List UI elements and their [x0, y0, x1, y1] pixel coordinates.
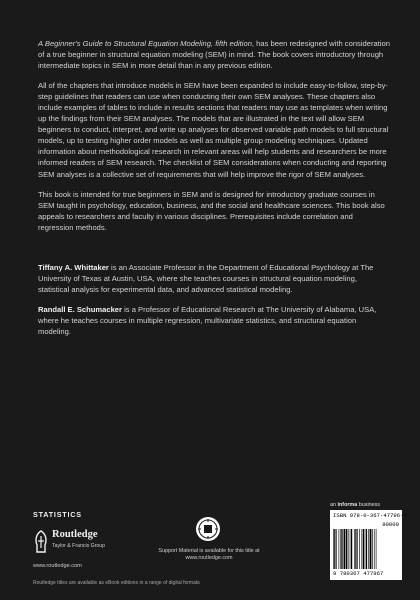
author-bio-2 [38, 304, 390, 337]
author-bio-text: is a Professor of Educational Research at The University of Alabama, USA, where he teaches courses in multiple regression, multivariate statistics, and structural equation modeling. [38, 305, 377, 337]
support-material-text: Support Material is available for this title at www.routledge.com [158, 548, 260, 561]
isbn-number: ISBN 978-0-367-47796-7 [333, 512, 407, 519]
author-name: Tiffany A. Whittaker [38, 263, 109, 272]
publisher-group: Taylor & Francis Group [52, 543, 106, 549]
barcode-bars-icon [333, 529, 399, 569]
ean-number: 9 780367 477967 [333, 570, 384, 577]
support-material-icon [195, 516, 221, 542]
author-bio-1 [38, 262, 390, 295]
informa-business-label [330, 502, 380, 508]
informa-name: informa [337, 502, 358, 508]
description-paragraph-2: All of the chapters that introduce models in SEM have been expanded to include easy-to-follow, step-by-step guidelines that readers can use when conducting their own SEM analyses. These chapters also include examples of tables to include in results sections that readers may use as templates when writing up the findings from their SEM analyses. The models that are illustrated in the text will allow SEM beginners to conduct, interpret, and write up analyses for observed variable path models to full structural models, up to testing higher order models as well as multiple group modeling techniques. Updated information about methodological research in relevant areas will help students and researchers be more informed readers of SEM research. The checklist of SEM considerations when conducting and reporting SEM analyses is a collective set of requirements that will help improve the rigor of SEM analyses. [38, 80, 389, 179]
informa-prefix: an [330, 502, 338, 508]
subject-category: STATISTICS [33, 510, 82, 519]
ebook-footnote: Routledge titles are available as eBook editions in a range of digital formats [33, 580, 200, 586]
author-name: Randall E. Schumacker [38, 305, 122, 315]
publisher-logo [33, 528, 133, 562]
description-paragraph-3: This book is intended for true beginners in SEM and is designed for introductory graduate courses in SEM taught in psychology, education, business, and the social and healthcare sciences. This book also appeals to researchers and faculty in various disciplines. Prerequisites include correlation and regression methods. [38, 189, 385, 232]
author-bio-text: is an Associate Professor in the Department of Educational Psychology at The University of Texas at Austin, USA, where she teaches courses in structural equation modeling, statistical analysis for experimental data, and advanced statistical modeling. [38, 263, 374, 295]
description-paragraph-1 [38, 38, 390, 71]
informa-suffix: business [357, 502, 381, 508]
author-bios [38, 262, 390, 347]
isbn-barcode [330, 510, 407, 580]
barcode-addon: 90000 [382, 521, 399, 528]
intro-text: , has been redesigned with consideration of a true beginner in structural equation modeling (SEM) in mind. The book covers introductory through intermediate topics in SEM in more detail than in any previous edition. [38, 39, 390, 71]
publisher-name: Routledge [52, 529, 98, 540]
book-title: A Beginner's Guide to Structural Equation Modeling, fifth edition [38, 39, 252, 48]
description-block [38, 38, 390, 233]
routledge-mark-icon [33, 530, 49, 554]
publisher-url: www.routledge.com [33, 563, 82, 569]
